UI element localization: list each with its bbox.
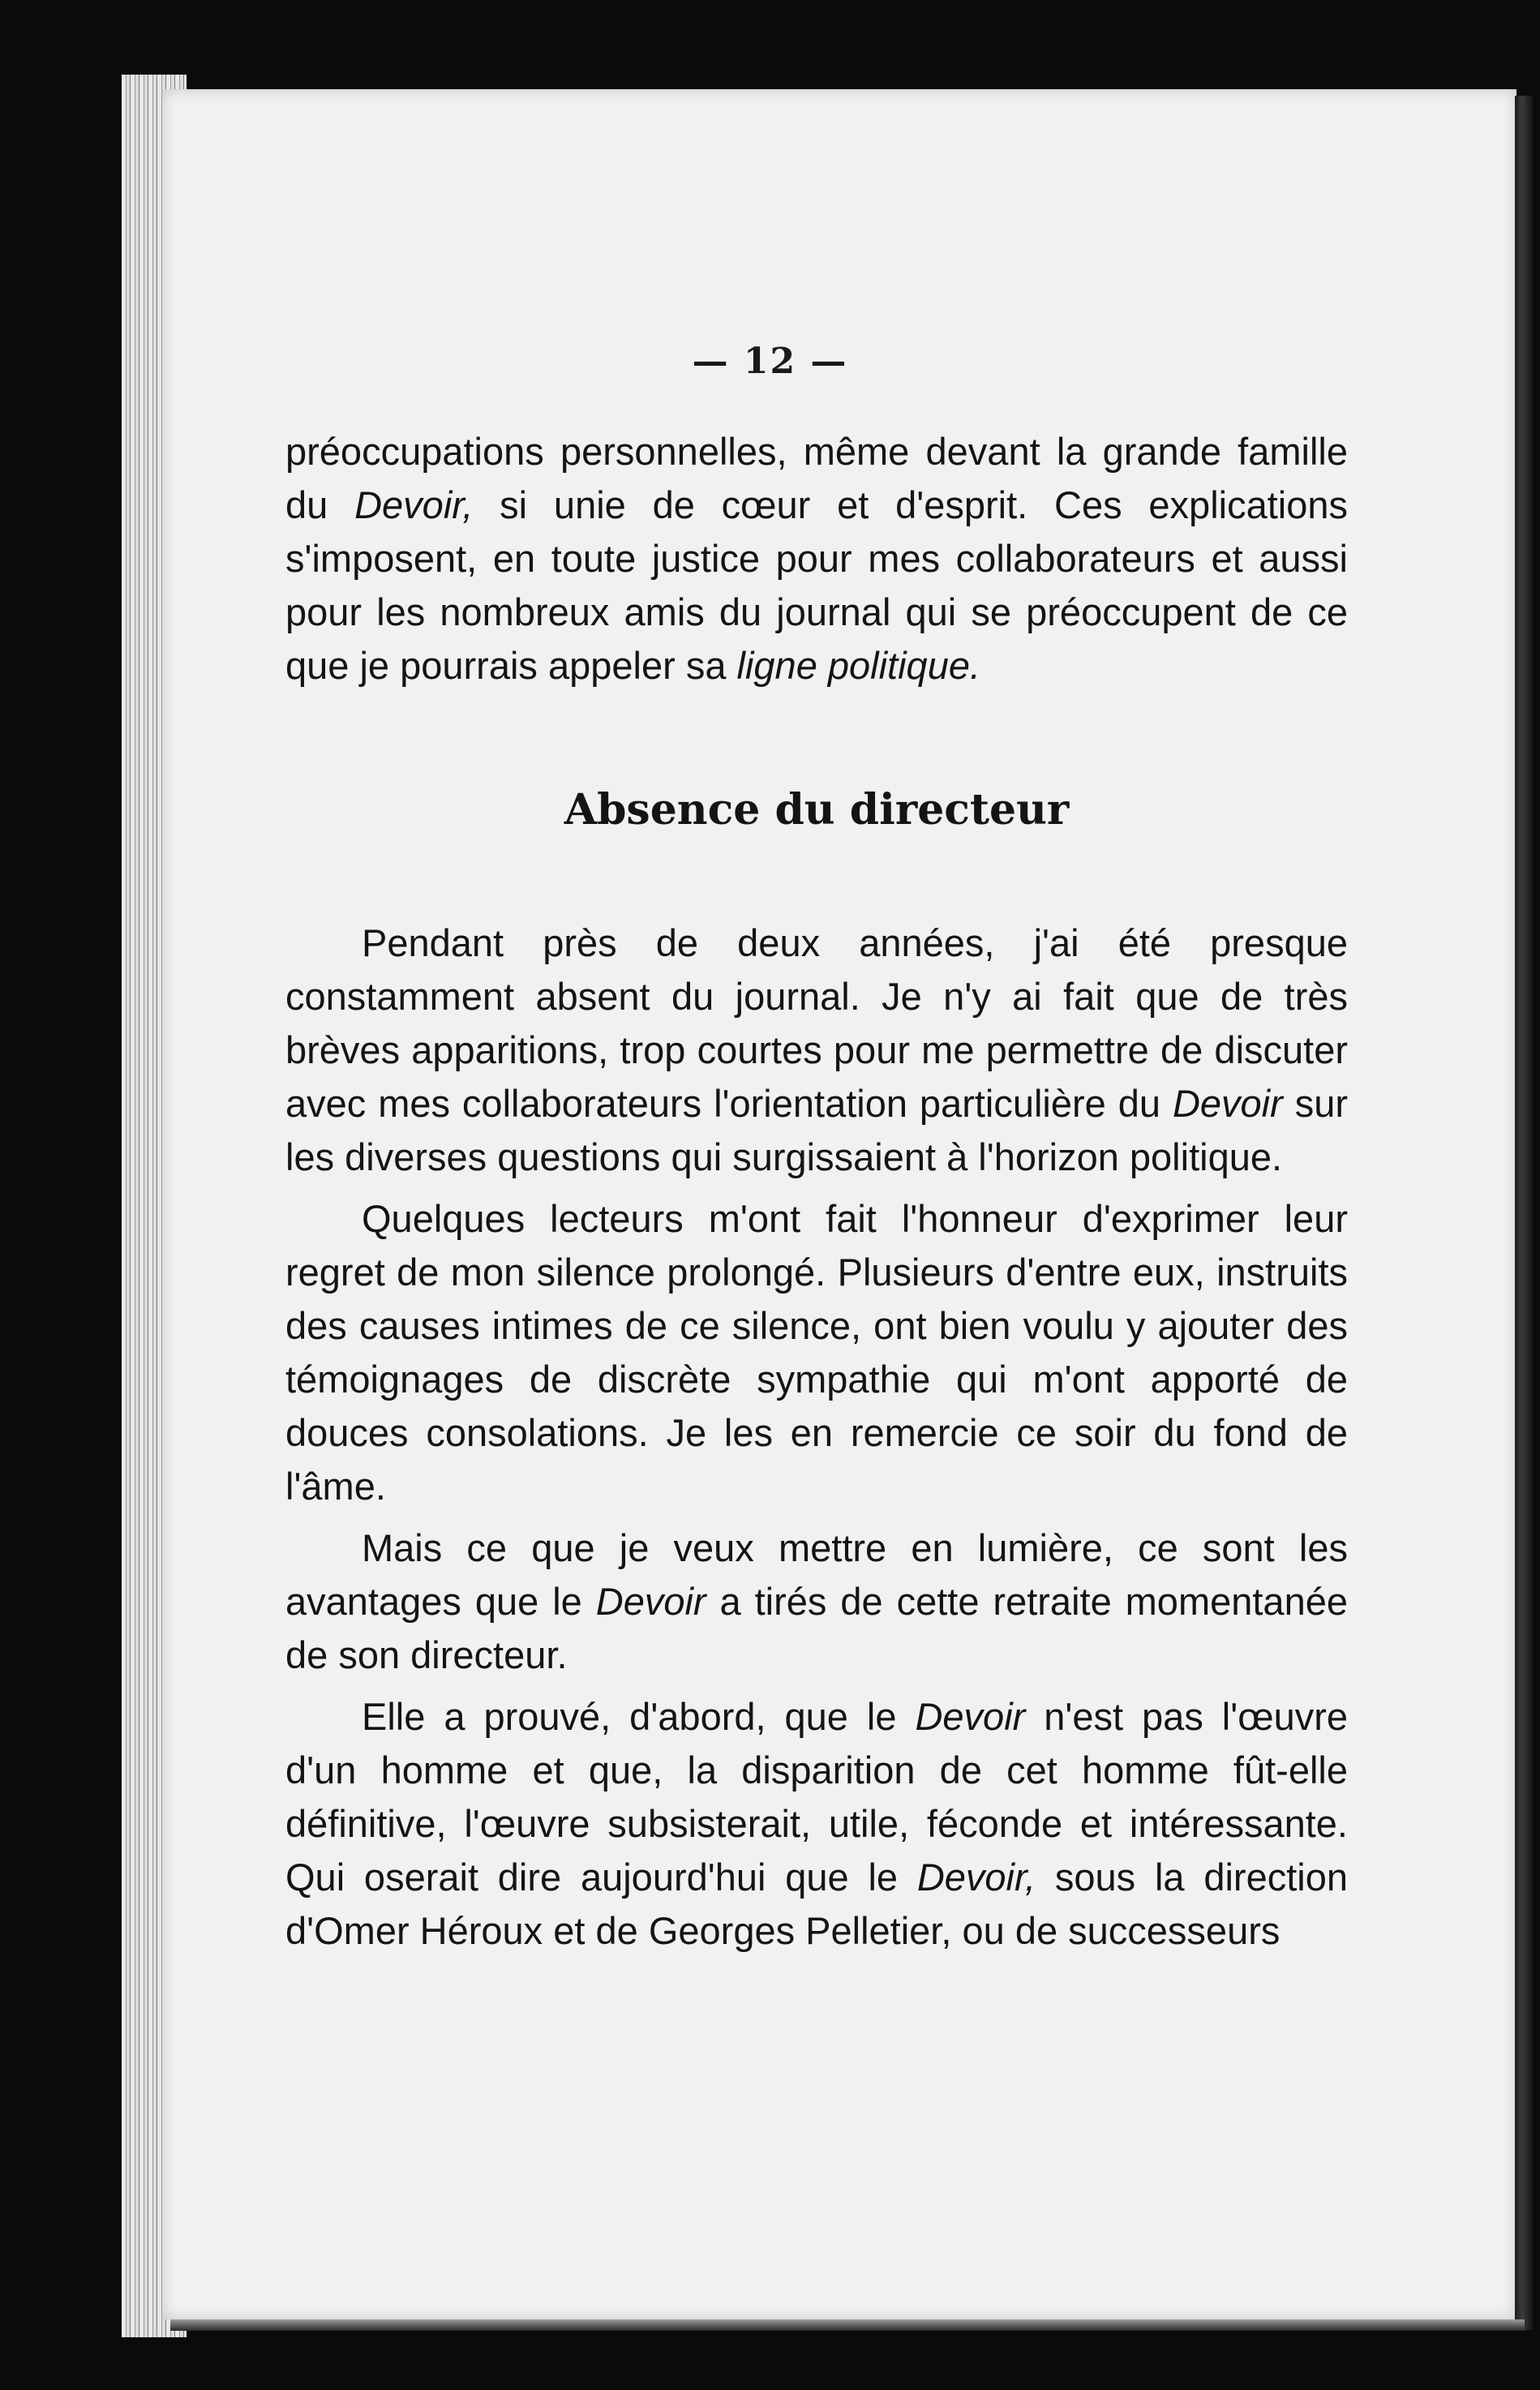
intro-paragraph bbox=[285, 425, 1348, 693]
p4-text-1: Elle a prouvé, d'abord, que le bbox=[362, 1695, 916, 1738]
p3-italic-1: Devoir bbox=[595, 1580, 706, 1623]
page-right-shadow bbox=[1515, 96, 1533, 2330]
page-bottom-edge bbox=[170, 2319, 1525, 2331]
paragraph-4 bbox=[285, 1690, 1348, 1958]
paragraph-1 bbox=[285, 916, 1348, 1184]
p4-italic-2: Devoir, bbox=[916, 1856, 1036, 1899]
intro-italic-1: Devoir, bbox=[354, 483, 474, 526]
paragraph-2 bbox=[285, 1192, 1348, 1513]
p1-italic-1: Devoir bbox=[1172, 1082, 1283, 1125]
intro-text-2: si unie de cœur et d'esprit. Ces explications s'imposent, en toute justice pour mes collaborateurs et aussi pour les nombreux amis du journal qui se préoccupent de ce que je pourrais appeler sa bbox=[285, 483, 1349, 687]
paragraph-3 bbox=[285, 1521, 1348, 1682]
p4-italic-1: Devoir bbox=[915, 1695, 1026, 1738]
p3-text-1: Mais ce que je veux mettre en lumière, ce sont les avantages que le bbox=[285, 1526, 1348, 1623]
p2-text-1: Quelques lecteurs m'ont fait l'honneur d'exprimer leur regret de mon silence prolongé. Plusieurs d'entre eux, instruits des causes intimes de ce silence, ont bien voulu y ajouter des témoignages de discrète sympathie qui m'ont apporté de douces consolations. Je les en remercie ce soir du fond de l'âme. bbox=[285, 1197, 1348, 1508]
text-body bbox=[285, 425, 1348, 1958]
page-number: — 12 — bbox=[692, 341, 848, 382]
p1-text-2: sur les diverses questions qui surgissaient à l'horizon politique. bbox=[285, 1082, 1348, 1178]
p4-text-2: n'est pas l'œuvre d'un homme et que, la disparition de cet homme fût-elle définitive, l'œuvre subsisterait, utile, féconde et intéressante. Qui oserait dire aujourd'hui que le bbox=[285, 1695, 1348, 1899]
p1-text-1: Pendant près de deux années, j'ai été presque constamment absent du journal. Je n'y ai fait que de très brèves apparitions, trop courtes pour me permettre de discuter avec mes collaborateurs l'orientation particulière du bbox=[285, 921, 1348, 1125]
intro-text-1: préoccupations personnelles, même devant la grande famille du bbox=[285, 430, 1348, 526]
p4-text-3: sous la direction d'Omer Héroux et de Georges Pelletier, ou de successeurs bbox=[285, 1856, 1348, 1952]
section-heading: Absence du directeur bbox=[564, 785, 1070, 835]
intro-italic-2: ligne politique. bbox=[736, 644, 981, 687]
p3-text-2: a tirés de cette retraite momentanée de son directeur. bbox=[285, 1580, 1348, 1676]
